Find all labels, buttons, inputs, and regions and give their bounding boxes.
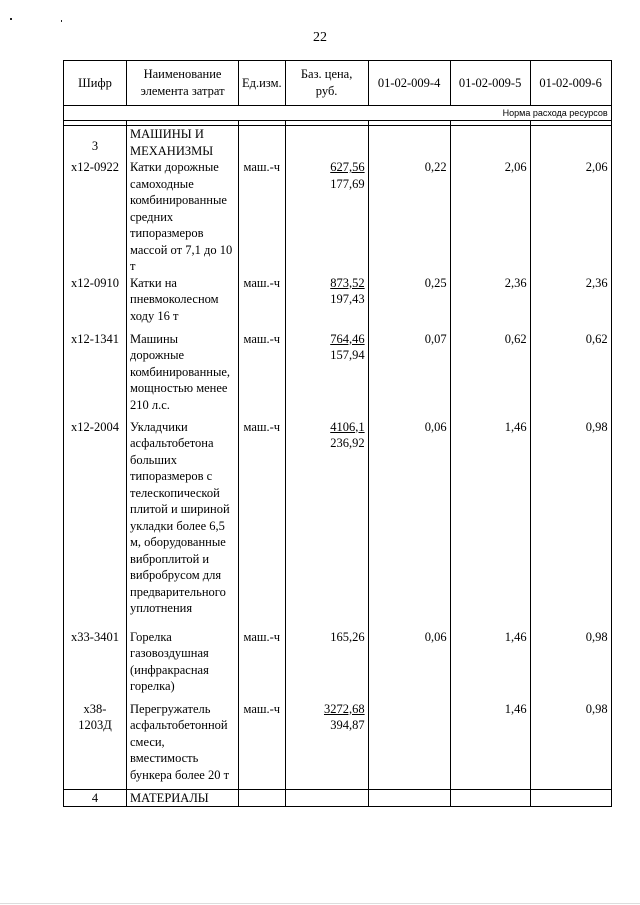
section-row-materials (64, 789, 612, 807)
header-code: Шифр (64, 61, 127, 106)
section-title: МАТЕРИАЛЫ (127, 789, 239, 807)
header-col1: 01-02-009-4 (368, 61, 450, 106)
row-value-col3: 2,06 (530, 159, 611, 275)
row-value-col3: 0,62 (530, 331, 611, 419)
row-price-secondary: 177,69 (330, 176, 365, 191)
row-value-col2: 2,06 (450, 159, 530, 275)
scan-speck (10, 18, 12, 20)
header-col3: 01-02-009-6 (530, 61, 611, 106)
row-name: Катки дорожные самоходные комбинированные средних типоразмеров массой от 7,1 до 10 т (127, 159, 239, 275)
header-name: Наименование элемента затрат (127, 61, 239, 106)
row-unit: маш.-ч (239, 419, 286, 629)
norm-label: Норма расхода ресурсов (64, 106, 612, 121)
page-number: 22 (313, 30, 327, 45)
header-unit: Ед.изм. (239, 61, 286, 106)
row-price-secondary: 236,92 (330, 436, 365, 450)
row-price-secondary: 157,94 (330, 348, 365, 362)
section-title: МАШИНЫ И МЕХАНИЗМЫ (127, 126, 239, 160)
row-price: 165,26 (330, 629, 365, 644)
row-unit: маш.-ч (239, 275, 286, 331)
scan-speck (61, 20, 62, 22)
table-row (64, 419, 612, 629)
header-price: Баз. цена, руб. (285, 61, 368, 106)
row-value-col2: 1,46 (450, 629, 530, 701)
table-header-row (64, 61, 612, 106)
row-code: х38-1203Д (64, 701, 127, 790)
row-code: х12-0922 (64, 159, 127, 275)
row-value-col2: 1,46 (450, 419, 530, 629)
row-value-col1: 0,06 (368, 629, 450, 701)
table-row (64, 331, 612, 419)
row-name: Катки на пневмоколесном ходу 16 т (127, 275, 239, 331)
row-value-col1: 0,25 (368, 275, 450, 331)
section-number: 3 (64, 126, 127, 160)
section-number: 4 (64, 789, 127, 807)
row-name: Укладчики асфальтобетона больших типоразмеров с телескопической плитой и шириной укладки более 6,5 м, оборудованные виброплитой и вибробрусом для предварительного уплотнения (127, 419, 239, 629)
table-row (64, 629, 612, 701)
row-price: 4106,1 (330, 419, 365, 434)
row-value-col3: 0,98 (530, 419, 611, 629)
row-value-col1 (368, 701, 450, 790)
row-price: 764,46 (330, 331, 365, 346)
row-value-col2: 2,36 (450, 275, 530, 331)
row-price-secondary: 197,43 (330, 292, 365, 306)
row-value-col1: 0,07 (368, 331, 450, 419)
row-name: Горелка газовоздушная (инфракрасная горелка) (127, 629, 239, 701)
row-price: 873,52 (330, 275, 365, 290)
table-row (64, 159, 612, 275)
row-value-col3: 2,36 (530, 275, 611, 331)
table-row (64, 275, 612, 331)
resource-norm-table (63, 60, 612, 807)
row-unit: маш.-ч (239, 159, 286, 275)
row-name: Перегружатель асфальтобетонной смеси, вместимость бункера более 20 т (127, 701, 239, 790)
norm-label-row (64, 106, 612, 121)
row-code: х12-1341 (64, 331, 127, 419)
row-unit: маш.-ч (239, 629, 286, 701)
row-value-col3: 0,98 (530, 629, 611, 701)
scan-edge-line (0, 903, 640, 904)
row-code: х12-2004 (64, 419, 127, 629)
row-code: х12-0910 (64, 275, 127, 331)
row-price: 627,56 (330, 160, 365, 174)
row-value-col3: 0,98 (530, 701, 611, 790)
row-name: Машины дорожные комбинированные, мощностью менее 210 л.с. (127, 331, 239, 419)
row-value-col2: 0,62 (450, 331, 530, 419)
row-unit: маш.-ч (239, 331, 286, 419)
header-col2: 01-02-009-5 (450, 61, 530, 106)
row-value-col1: 0,06 (368, 419, 450, 629)
row-unit: маш.-ч (239, 701, 286, 790)
row-value-col2: 1,46 (450, 701, 530, 790)
row-price-secondary: 394,87 (330, 718, 365, 732)
table-row (64, 701, 612, 790)
row-price: 3272,68 (323, 701, 365, 716)
row-code: х33-3401 (64, 629, 127, 701)
row-value-col1: 0,22 (368, 159, 450, 275)
section-row-machines (64, 126, 612, 160)
